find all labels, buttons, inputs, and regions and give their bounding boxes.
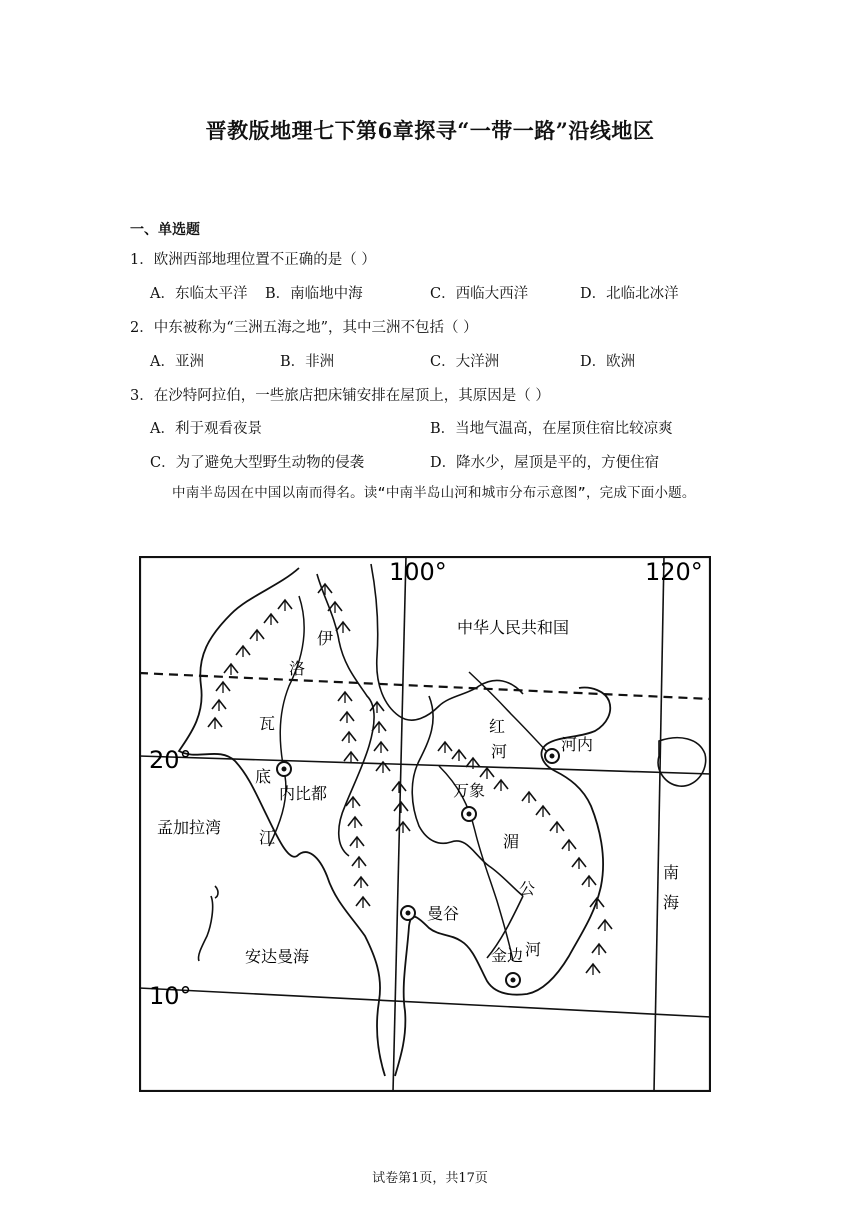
question-1-option-c: C．西临大西洋 bbox=[430, 286, 529, 302]
label-red-river-1: 红 bbox=[489, 717, 506, 736]
label-china: 中华人民共和国 bbox=[457, 618, 570, 637]
map-frame bbox=[140, 557, 710, 1091]
label-irrawaddy-3: 瓦 bbox=[259, 714, 276, 733]
label-mekong-1: 湄 bbox=[503, 832, 520, 851]
city-label-naypyidaw: 内比都 bbox=[279, 784, 328, 803]
question-2-stem: 2．中东被称为“三洲五海之地”，其中三洲不包括（ ） bbox=[130, 320, 478, 336]
lon-label-120: 120° bbox=[645, 558, 703, 586]
label-south-sea-1: 南 bbox=[663, 863, 680, 882]
passage-intro: 中南半岛因在中国以南而得名。读“中南半岛山河和城市分布示意图”，完成下面小题。 bbox=[172, 485, 696, 501]
question-3-option-a: A．利于观看夜景 bbox=[150, 421, 262, 437]
label-mekong-2: 公 bbox=[519, 879, 536, 898]
city-bangkok bbox=[401, 904, 459, 923]
city-label-hanoi: 河内 bbox=[561, 735, 594, 754]
question-2-option-d: D．欧洲 bbox=[580, 354, 636, 370]
question-1-option-b: B．南临地中海 bbox=[265, 286, 363, 302]
label-south-sea-2: 海 bbox=[663, 893, 680, 912]
question-3-stem: 3．在沙特阿拉伯，一些旅店把床铺安排在屋顶上，其原因是（ ） bbox=[130, 388, 550, 404]
question-1-option-a: A．东临太平洋 bbox=[150, 286, 248, 302]
question-3-option-d: D．降水少，屋顶是平的，方便住宿 bbox=[430, 455, 660, 471]
label-andaman-sea: 安达曼海 bbox=[245, 947, 310, 966]
question-3-option-c: C．为了避免大型野生动物的侵袭 bbox=[150, 455, 365, 471]
label-red-river-2: 河 bbox=[491, 742, 508, 761]
label-mekong-3: 河 bbox=[525, 940, 542, 959]
page-title: 晋教版地理七下第6章探寻“一带一路”沿线地区 bbox=[205, 118, 655, 143]
label-irrawaddy-2: 洛 bbox=[289, 659, 306, 678]
indochina-map bbox=[139, 556, 711, 1092]
question-1-stem: 1．欧洲西部地理位置不正确的是（ ） bbox=[130, 252, 376, 268]
label-irrawaddy-4: 底 bbox=[255, 767, 272, 786]
lat-label-10: 10° bbox=[149, 982, 192, 1010]
label-irrawaddy-5: 江 bbox=[259, 828, 276, 847]
question-2-option-a: A．亚洲 bbox=[150, 354, 204, 370]
label-bay-of-bengal: 孟加拉湾 bbox=[157, 818, 222, 837]
question-2-option-c: C．大洋洲 bbox=[430, 354, 500, 370]
lat-label-20: 20° bbox=[149, 746, 192, 774]
question-3-option-b: B．当地气温高，在屋顶住宿比较凉爽 bbox=[430, 421, 673, 437]
city-label-vientiane: 万象 bbox=[453, 781, 486, 800]
label-irrawaddy-1: 伊 bbox=[317, 629, 334, 648]
question-2-option-b: B．非洲 bbox=[280, 354, 335, 370]
city-label-bangkok: 曼谷 bbox=[427, 904, 460, 923]
page-footer: 试卷第1页，共17页 bbox=[372, 1171, 488, 1186]
city-label-phnom-penh: 金边 bbox=[491, 946, 524, 965]
section-heading: 一、单选题 bbox=[130, 222, 200, 238]
question-1-option-d: D．北临北冰洋 bbox=[580, 286, 679, 302]
lon-label-100: 100° bbox=[389, 558, 447, 586]
